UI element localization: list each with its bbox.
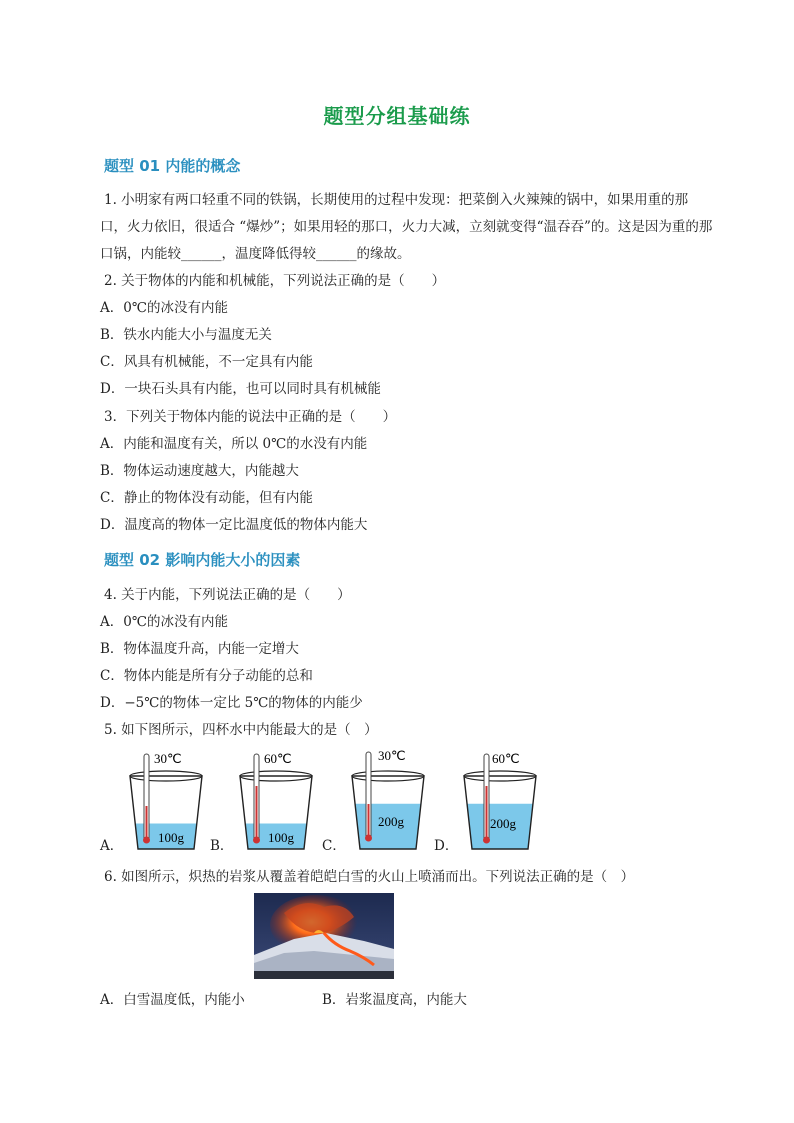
mass-label: 100g: [268, 830, 294, 845]
q3-option-c: C．静止的物体没有动能，但有内能: [100, 490, 313, 506]
q6-option-a: A．白雪温度低，内能小: [100, 992, 245, 1008]
q6-stem: 6. 如图所示，炽热的岩浆从覆盖着皑皑白雪的火山上喷涌而出。下列说法正确的是（ ）: [104, 869, 635, 885]
q2-option-b: B．铁水内能大小与温度无关: [100, 327, 272, 343]
q2-option-d: D．一块石头具有内能，也可以同时具有机械能: [100, 381, 381, 397]
beaker-option-c: [322, 746, 442, 856]
q1-line-2: 口，火力依旧，很适合 “爆炒”；如果用轻的那口，火力大减，立刻就变得“温吞吞”的。这是因为重的那: [100, 219, 713, 235]
volcano-image: [254, 893, 394, 979]
beaker-b-drawing: [236, 746, 316, 856]
temperature-label: 60℃: [492, 751, 520, 766]
mass-label: 100g: [158, 830, 184, 845]
q1-line-1: 1. 小明家有两口轻重不同的铁锅，长期使用的过程中发现：把菜倒入火辣辣的锅中，如果用重的那: [104, 192, 689, 208]
q6-option-b: B．岩浆温度高，内能大: [322, 992, 467, 1008]
beaker-option-b: [210, 746, 330, 856]
beaker-d-drawing: [460, 746, 540, 856]
beaker-c-drawing: [348, 746, 428, 856]
q2-option-a: A．0℃的冰没有内能: [100, 300, 228, 316]
q4-option-b: B．物体温度升高，内能一定增大: [100, 641, 299, 657]
q3-option-a: A．内能和温度有关，所以 0℃的水没有内能: [100, 436, 368, 452]
beaker-option-a: [100, 746, 220, 856]
beaker-a-drawing: [126, 746, 206, 856]
section-heading-2: 题型 02 影响内能大小的因素: [104, 551, 301, 569]
q1-line-3: 口锅，内能较______，温度降低得较______的缘故。: [100, 246, 411, 262]
mass-label: 200g: [378, 814, 404, 829]
q3-stem: 3．下列关于物体内能的说法中正确的是（ ）: [104, 409, 397, 425]
q5-stem: 5. 如下图所示，四杯水中内能最大的是（ ）: [104, 722, 378, 738]
q4-stem: 4. 关于内能，下列说法正确的是（ ）: [104, 587, 351, 603]
temperature-label: 60℃: [264, 751, 292, 766]
q4-option-c: C．物体内能是所有分子动能的总和: [100, 668, 313, 684]
page-title: 题型分组基础练: [323, 104, 471, 128]
beaker-label: A．: [100, 838, 124, 854]
beaker-label: D．: [434, 838, 459, 854]
temperature-label: 30℃: [154, 751, 182, 766]
section-heading-1: 题型 01 内能的概念: [104, 157, 241, 175]
q4-option-d: D．−5℃的物体一定比 5℃的物体的内能少: [100, 695, 363, 711]
q2-stem: 2. 关于物体的内能和机械能，下列说法正确的是（ ）: [104, 273, 446, 289]
q2-option-c: C．风具有机械能，不一定具有内能: [100, 354, 313, 370]
q4-option-a: A．0℃的冰没有内能: [100, 614, 228, 630]
temperature-label: 30℃: [378, 748, 406, 763]
beaker-figure: [100, 746, 560, 856]
q3-option-d: D．温度高的物体一定比温度低的物体内能大: [100, 517, 368, 533]
beaker-option-d: [434, 746, 554, 856]
beaker-label: C．: [322, 838, 346, 854]
beaker-label: B．: [210, 838, 234, 854]
mass-label: 200g: [490, 816, 516, 831]
q3-option-b: B．物体运动速度越大，内能越大: [100, 463, 299, 479]
